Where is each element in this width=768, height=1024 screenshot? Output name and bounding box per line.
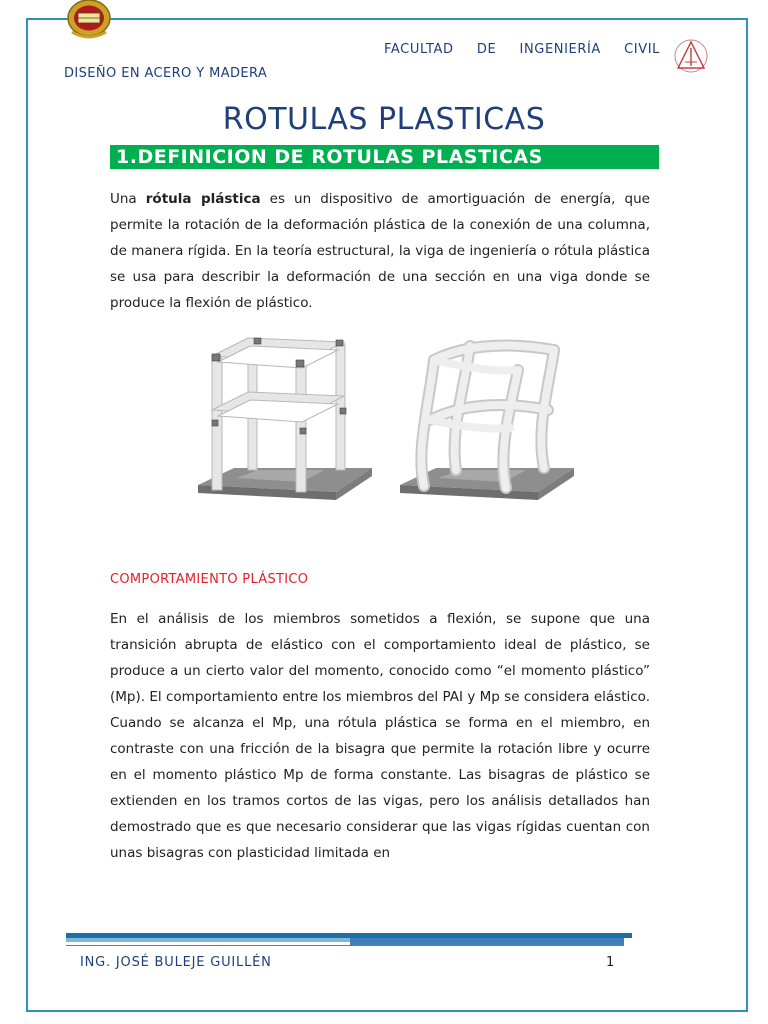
intro-paragraph <box>110 186 650 316</box>
faculty-logo-icon <box>672 38 710 74</box>
course-name: DISEÑO EN ACERO Y MADERA <box>64 66 268 81</box>
page-title: ROTULAS PLASTICAS <box>222 102 546 137</box>
university-seal-icon <box>66 0 112 40</box>
section-heading: 1.DEFINICION DE ROTULAS PLASTICAS <box>110 145 659 169</box>
footer-divider <box>66 945 624 946</box>
page-number: 1 <box>606 955 615 970</box>
rigid-frame-illustration <box>196 330 376 512</box>
intro-lead: Una <box>110 191 146 207</box>
intro-term: rótula plástica <box>145 191 261 207</box>
faculty-name: FACULTAD DE INGENIERÍA CIVIL <box>384 42 660 57</box>
footer-rule-band <box>350 938 624 945</box>
subheading: COMPORTAMIENTO PLÁSTICO <box>110 572 309 587</box>
footer-rule-accent <box>66 938 350 942</box>
footer-author: ING. JOSÉ BULEJE GUILLÉN <box>80 955 272 970</box>
deformed-frame-illustration <box>398 330 578 512</box>
body-paragraph: En el análisis de los miembros sometidos a flexión, se supone que una transición abrupta de elástico con el comportamiento ideal de plástico, se produce a un cierto valor del momento, conocido como “el momento plástico” (Mp). El comportamiento entre los miembros del PAI y Mp se considera elástico. Cuando se alcanza el Mp, una rótula plástica se forma en el miembro, en contraste con una fricción de la bisagra que permite la rotación libre y ocurre en el momento plástico Mp de forma constante. Las bisagras de plástico se extienden en los tramos cortos de las vigas, pero los análisis detallados han demostrado que es que necesario considerar que las vigas rígidas cuentan con unas bisagras con plasticidad limitada en <box>110 611 650 861</box>
intro-rest: es un dispositivo de amortiguación de energía, que permite la rotación de la deformación plástica de la conexión de una columna, de manera rígida. En la teoría estructural, la viga de ingeniería o rótula plástica se usa para describir la deformación de una sección en una viga donde se produce la flexión de plástico. <box>110 191 650 311</box>
